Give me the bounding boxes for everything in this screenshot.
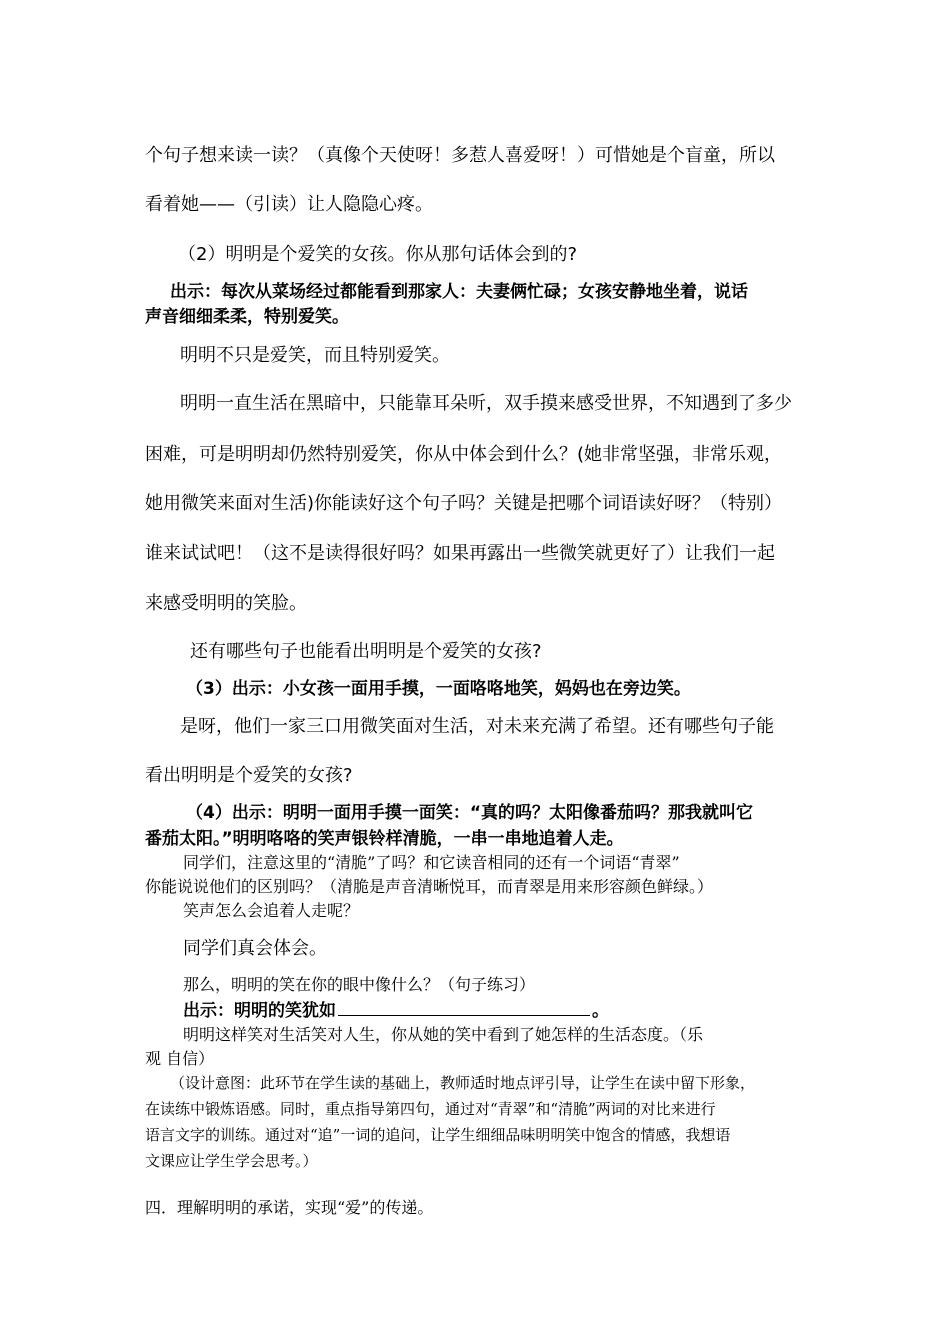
paragraph-line: 同学们，注意这里的“清脆”了吗？和它读音相同的还有一个词语“青翠” — [183, 853, 680, 872]
paragraph-line: 看出明明是个爱笑的女孩? — [145, 765, 353, 786]
paragraph-line: 看着她——（引读）让人隐隐心疼。 — [145, 194, 433, 215]
paragraph-line: 谁来试试吧！（这不是读得很好吗？如果再露出一些微笑就更好了）让我们一起 — [145, 543, 775, 564]
paragraph-line: 笑声怎么会追着人走呢？ — [183, 901, 360, 920]
paragraph-line: 她用微笑来面对生活)你能读好这个句子吗？关键是把哪个词语读好呀？（特别） — [145, 493, 783, 514]
paragraph-line: 同学们真会体会。 — [183, 938, 327, 959]
paragraph-line: 你能说说他们的区别吗？（清脆是声音清晰悦耳，而青翠是用来形容颜色鲜绿。） — [145, 877, 714, 896]
design-note-line: 在读练中锻炼语感。同时，重点指导第四句，通过对“青翠”和“清脆”两词的对比来进行 — [145, 1100, 716, 1118]
example-sentence: 番茄太阳。”明明咯咯的笑声银铃样清脆，一串一串地追着人走。 — [145, 829, 624, 849]
design-note-line: （设计意图：此环节在学生读的基础上，教师适时地点评引导，让学生在读中留下形象， — [170, 1074, 756, 1092]
design-note-line: 文课应让学生学会思考。） — [145, 1152, 318, 1170]
question-line: 还有哪些句子也能看出明明是个爱笑的女孩? — [190, 641, 542, 662]
example-sentence: 出示：每次从菜场经过都能看到那家人：夫妻俩忙碌；女孩安静地坐着，说话 — [170, 282, 748, 302]
example-sentence: （3）出示：小女孩一面用手摸，一面咯咯地笑，妈妈也在旁边笑。 — [186, 679, 691, 699]
exercise-prompt: 出示：明明的笑犹如 — [183, 1001, 336, 1021]
paragraph-line: 困难，可是明明却仍然特别爱笑，你从中体会到什么？(她非常坚强，非常乐观， — [145, 444, 783, 465]
question-heading: （2）明明是个爱笑的女孩。你从那句话体会到的? — [178, 244, 578, 265]
paragraph-line: 是呀，他们一家三口用微笑面对生活，对未来充满了希望。还有哪些句子能 — [180, 716, 774, 737]
paragraph-line: 那么，明明的笑在你的眼中像什么？（句子练习） — [183, 975, 536, 994]
answer-blank — [338, 1001, 590, 1016]
design-note-line: 语言文字的训练。通过对“追”一词的追问，让学生细细品味明明笑中饱含的情感，我想语 — [145, 1126, 731, 1144]
paragraph-line: 观 自信） — [145, 1049, 215, 1068]
fill-in-exercise — [183, 996, 609, 1021]
paragraph-line: 明明这样笑对生活笑对人生，你从她的笑中看到了她怎样的生活态度。（乐 — [183, 1025, 704, 1044]
paragraph-line: 个句子想来读一读？（真像个天使呀！多惹人喜爱呀！）可惜她是个盲童，所以 — [145, 145, 775, 166]
example-sentence: （4）出示：明明一面用手摸一面笑：“真的吗？太阳像番茄吗？那我就叫它 — [186, 803, 753, 823]
exercise-end-mark: 。 — [592, 1001, 609, 1021]
example-sentence: 声音细细柔柔，特别爱笑。 — [145, 307, 349, 327]
paragraph-line: 明明一直生活在黑暗中，只能靠耳朵听，双手摸来感受世界，不知遇到了多少 — [180, 393, 792, 414]
section-heading: 四．理解明明的承诺，实现“爱”的传递。 — [145, 1198, 434, 1217]
paragraph-line: 来感受明明的笑脸。 — [145, 593, 307, 614]
paragraph-line: 明明不只是爱笑，而且特别爱笑。 — [180, 345, 450, 366]
